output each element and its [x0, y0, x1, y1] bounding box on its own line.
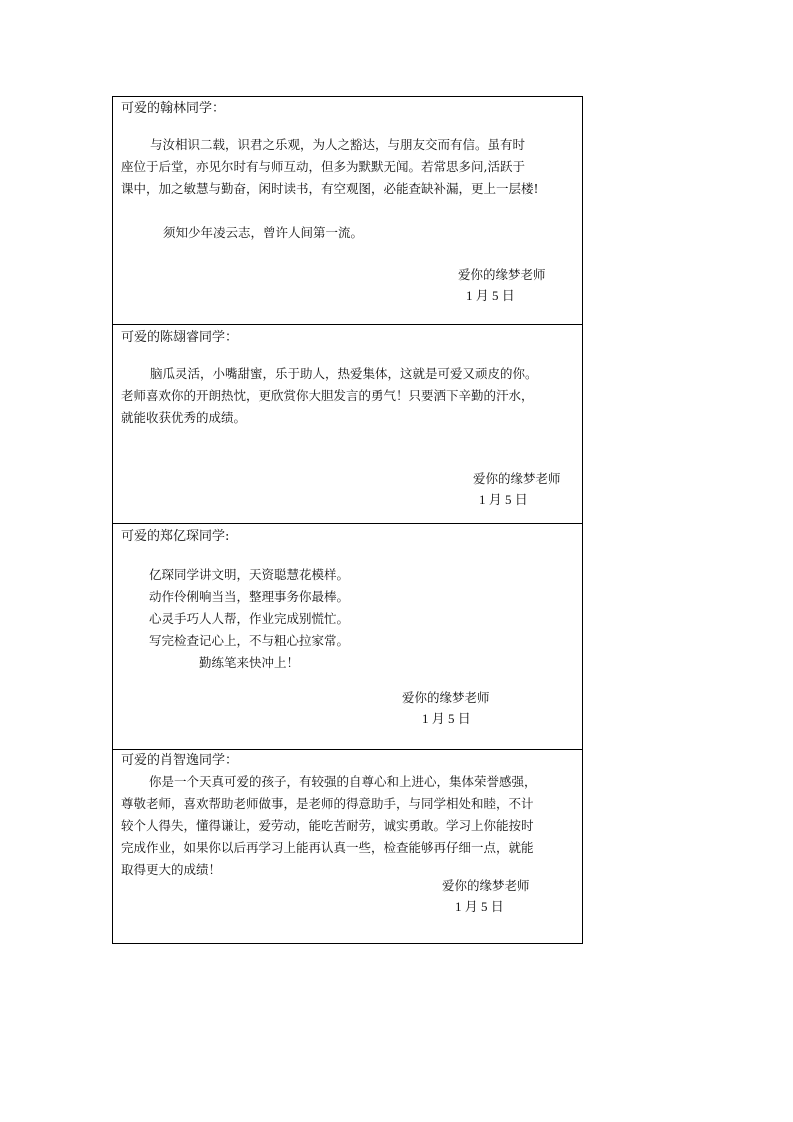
- letter-line: 勤练笔来快冲上！: [199, 655, 300, 670]
- letter-line: 动作伶俐响当当，整理事务你最棒。: [149, 589, 350, 604]
- letter-signature: 爱你的缘梦老师: [402, 690, 490, 705]
- letter-line: 你是一个天真可爱的孩子，有较强的自尊心和上进心，集体荣誉感强，: [149, 774, 537, 789]
- letter-line: 与汝相识二载，识君之乐观，为人之豁达，与朋友交而有信。虽有时: [150, 137, 526, 152]
- letter-quote: 须知少年凌云志，曾许人间第一流。: [163, 225, 364, 240]
- letter-cell: [113, 749, 582, 943]
- letter-line: 老师喜欢你的开朗热忱，更欣赏你大胆发言的勇气！只要洒下辛勤的汗水，: [121, 388, 534, 403]
- letter-signature: 爱你的缘梦老师: [473, 471, 561, 486]
- letter-date: 1 月 5 日: [479, 492, 528, 507]
- letter-line: 就能收获优秀的成绩。: [121, 410, 247, 425]
- letter-cell: [113, 97, 582, 324]
- letter-line: 心灵手巧人人帮，作业完成别慌忙。: [149, 611, 350, 626]
- letter-date: 1 月 5 日: [466, 288, 515, 303]
- letter-line: 完成作业，如果你以后再学习上能再认真一些，检查能够再仔细一点，就能: [121, 840, 534, 855]
- letter-cell: [113, 324, 582, 523]
- letter-salutation: 可爱的肖智逸同学：: [121, 753, 239, 768]
- letter-line: 写完检查记心上，不与粗心拉家常。: [149, 633, 350, 648]
- letter-signature: 爱你的缘梦老师: [442, 878, 530, 893]
- letter-cell: [113, 523, 582, 749]
- letter-line: 座位于后堂，亦见尔时有与师互动，但多为默默无闻。若常思多问,活跃于: [121, 159, 525, 174]
- letter-salutation: 可爱的翰林同学：: [121, 101, 226, 116]
- letter-line: 课中，加之敏慧与勤奋，闲时读书，有空观图，必能查缺补漏，更上一层楼!: [121, 181, 539, 196]
- letter-line: 较个人得失，懂得谦让，爱劳动，能吃苦耐劳，诚实勇敢。学习上你能按时: [121, 818, 534, 833]
- letter-line: 尊敬老师，喜欢帮助老师做事，是老师的得意助手，与同学相处和睦，不计: [121, 796, 534, 811]
- letter-salutation: 可爱的陈翃睿同学：: [121, 330, 239, 345]
- letter-date: 1 月 5 日: [455, 899, 504, 914]
- letter-salutation: 可爱的郑亿琛同学:: [121, 529, 230, 544]
- letter-line: 取得更大的成绩！: [121, 862, 222, 877]
- letter-line: 脑瓜灵活，小嘴甜蜜，乐于助人，热爱集体，这就是可爱又顽皮的你。: [150, 366, 538, 381]
- letter-line: 亿琛同学讲文明，天资聪慧花模样。: [149, 567, 350, 582]
- letter-date: 1 月 5 日: [422, 711, 471, 726]
- letter-signature: 爱你的缘梦老师: [458, 267, 546, 282]
- letters-table: [112, 96, 583, 944]
